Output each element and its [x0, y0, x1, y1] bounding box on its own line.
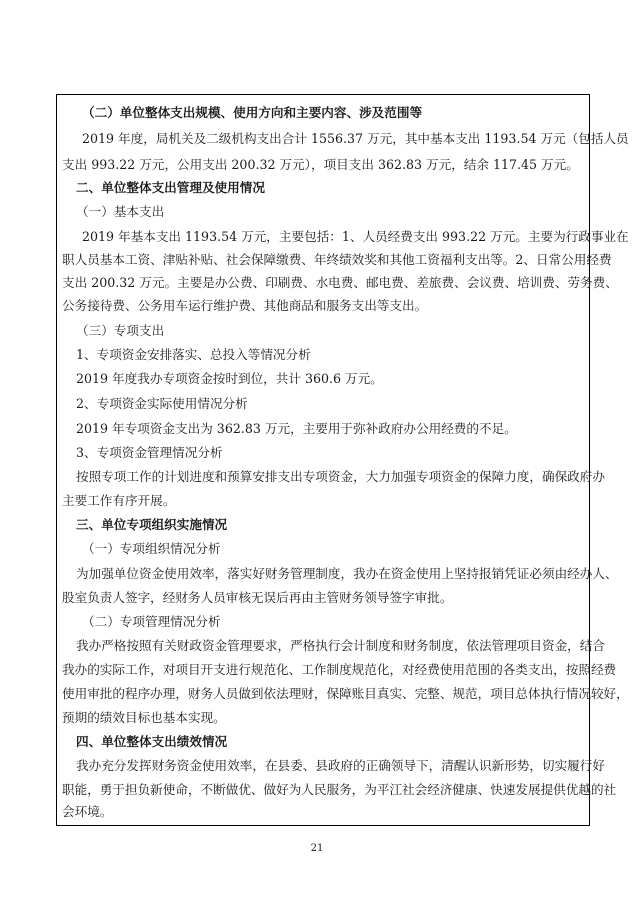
paragraph-line: 2019 年专项资金支出为 362.83 万元，主要用于弥补政府办公用经费的不足。	[76, 421, 517, 436]
paragraph-line: 支出 993.22 万元，公用支出 200.32 万元），项目支出 362.83 万元，结余 117.45 万元。	[62, 157, 579, 172]
paragraph-line: 为加强单位资金使用效率，落实好财务管理制度，我办在资金使用上坚持报销凭证必须由经办人、	[76, 566, 618, 581]
paragraph-line: 我办充分发挥财务资金使用效率，在县委、县政府的正确领导下，清醒认识新形势，切实履行好	[76, 758, 605, 773]
paragraph-line: 预期的绩效目标也基本实现。	[62, 710, 226, 725]
item-heading-1: 1、专项资金安排落实、总投入等情况分析	[76, 347, 311, 362]
subheading-mgmt: （二）专项管理情况分析	[82, 614, 221, 629]
paragraph-line: 职人员基本工资、津贴补贴、社会保障缴费、年终绩效奖和其他工资福利支出等。2、日常公用经费	[62, 252, 612, 267]
paragraph-line: 支出 200.32 万元。主要是办公费、印刷费、水电费、邮电费、差旅费、会议费、培训费、劳务费、	[62, 275, 618, 290]
paragraph-line: 我办的实际工作，对项目开支进行规范化、工作制度规范化，对经费使用范围的各类支出，按照经费	[62, 662, 617, 677]
subheading-basic: （一）基本支出	[76, 204, 165, 219]
page-number: 21	[310, 843, 324, 854]
subheading-special: （三）专项支出	[76, 323, 165, 338]
paragraph-line: 职能，勇于担负新使命，不断做优、做好为人民服务，为平江社会经济健康、快速发展提供优越的社	[62, 782, 617, 797]
section-heading-three: 三、单位专项组织实施情况	[76, 517, 228, 532]
paragraph-line: 按照专项工作的计划进度和预算安排支出专项资金，大力加强专项资金的保障力度，确保政府办	[76, 469, 605, 484]
item-heading-2: 2、专项资金实际使用情况分析	[76, 396, 248, 411]
paragraph-line: 会环境。	[62, 804, 113, 819]
paragraph-line: 使用审批的程序办理，财务人员做到依法理财，保障账目真实、完整、规范，项目总体执行情况较好，	[62, 686, 629, 701]
subheading-org: （一）专项组织情况分析	[82, 541, 221, 556]
section-heading-two: 二、单位整体支出管理及使用情况	[76, 180, 265, 195]
paragraph-line: 公务接待费、公务用车运行维护费、其他商品和服务支出等支出。	[62, 298, 428, 313]
paragraph-line: 我办严格按照有关财政资金管理要求，严格执行会计制度和财务制度，依法管理项目资金，结合	[76, 638, 605, 653]
paragraph-line: 2019 年度我办专项资金按时到位，共计 360.6 万元。	[76, 371, 383, 386]
section-heading-scale: （二）单位整体支出规模、使用方向和主要内容、涉及范围等	[82, 105, 423, 120]
item-heading-3: 3、专项资金管理情况分析	[76, 445, 223, 460]
paragraph-line: 2019 年度，局机关及二级机构支出合计 1556.37 万元，其中基本支出 1193.54 万元（包括人员	[82, 131, 629, 146]
paragraph-line: 2019 年基本支出 1193.54 万元，主要包括：1、人员经费支出 993.22 万元。主要为行政事业在	[82, 229, 629, 244]
paragraph-line: 股室负责人签字，经财务人员审核无误后再由主管财务领导签字审批。	[62, 590, 453, 605]
paragraph-line: 主要工作有序开展。	[62, 493, 176, 508]
section-heading-four: 四、单位整体支出绩效情况	[76, 734, 228, 749]
